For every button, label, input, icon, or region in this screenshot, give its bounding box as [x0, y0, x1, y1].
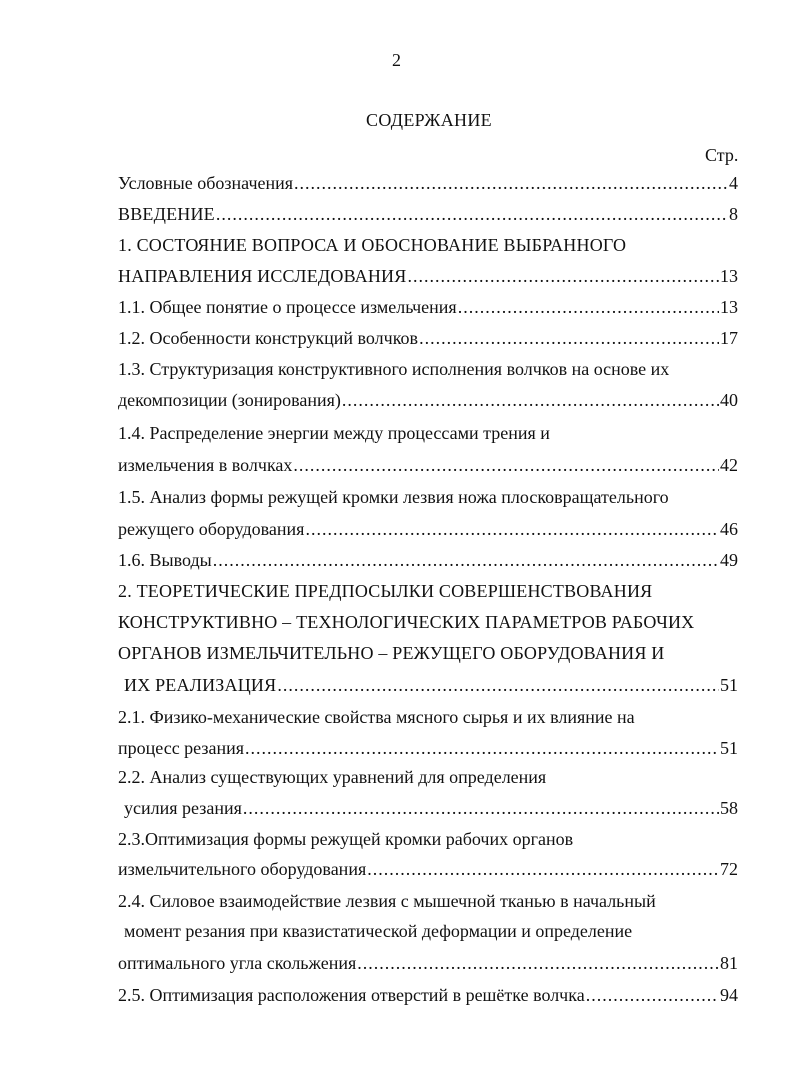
- toc-entry-page: 4: [729, 173, 738, 193]
- dot-leader: [458, 296, 719, 318]
- toc-entry: [118, 984, 738, 1006]
- toc-entry-text: 1.6. Выводы: [118, 550, 212, 570]
- toc-entry-text: оптимального угла скольжения: [118, 953, 357, 973]
- toc-entry: 1. СОСТОЯНИЕ ВОПРОСА И ОБОСНОВАНИЕ ВЫБРАННОГО: [118, 235, 627, 255]
- toc-entry: [118, 737, 738, 759]
- toc-entry-text: измельчения в волчках: [118, 455, 293, 475]
- dot-leader: [213, 549, 719, 571]
- toc-entry: [118, 265, 738, 287]
- toc-entry: ОРГАНОВ ИЗМЕЛЬЧИТЕЛЬНО – РЕЖУЩЕГО ОБОРУДОВАНИЯ И: [118, 643, 665, 663]
- dot-leader: [419, 327, 719, 349]
- toc-entry-text: декомпозиции (зонирования): [118, 390, 341, 410]
- toc-entry-page: 81: [720, 953, 738, 973]
- toc-entry-text: режущего оборудования: [118, 519, 305, 539]
- dot-leader: [357, 952, 719, 974]
- dot-leader: [305, 518, 719, 540]
- toc-entry-page: 40: [720, 390, 738, 410]
- dot-leader: [293, 454, 719, 476]
- toc-entry-page: 49: [720, 550, 738, 570]
- toc-entry-text: 1.1. Общее понятие о процессе измельчения: [118, 297, 457, 317]
- toc-entry-page: 17: [720, 328, 738, 348]
- toc-entry-text: ВВЕДЕНИЕ: [118, 204, 215, 224]
- dot-leader: [216, 203, 728, 225]
- dot-leader: [245, 737, 719, 759]
- toc-entry-text: ИХ РЕАЛИЗАЦИЯ: [124, 675, 277, 695]
- toc-entry-page: 13: [720, 297, 738, 317]
- toc-entry: [118, 296, 738, 318]
- toc-entry: 2.4. Силовое взаимодействие лезвия с мышечной тканью в начальный: [118, 891, 656, 911]
- toc-entry: 2. ТЕОРЕТИЧЕСКИЕ ПРЕДПОСЫЛКИ СОВЕРШЕНСТВОВАНИЯ: [118, 581, 653, 601]
- dot-leader: [277, 674, 719, 696]
- page-number: 2: [392, 50, 401, 70]
- toc-entry-page: 94: [720, 985, 738, 1005]
- dot-leader: [294, 172, 728, 194]
- toc-entry: 2.3.Оптимизация формы режущей кромки рабочих органов: [118, 829, 574, 849]
- toc-entry: [118, 389, 738, 411]
- toc-entry: [118, 327, 738, 349]
- toc-entry: [124, 797, 738, 819]
- toc-entry-text: Условные обозначения: [118, 173, 294, 193]
- dot-leader: [407, 265, 719, 287]
- toc-entry-text: 2.5. Оптимизация расположения отверстий в решётке волчка: [118, 985, 585, 1005]
- toc-entry: [118, 518, 738, 540]
- toc-entry-text: 1.2. Особенности конструкций волчков: [118, 328, 419, 348]
- toc-entry: [118, 858, 738, 880]
- toc-entry-page: 13: [720, 266, 738, 286]
- toc-entry-text: измельчительного оборудования: [118, 859, 367, 879]
- toc-entry: КОНСТРУКТИВНО – ТЕХНОЛОГИЧЕСКИХ ПАРАМЕТРОВ РАБОЧИХ: [118, 612, 695, 632]
- toc-entry: 1.4. Распределение энергии между процессами трения и: [118, 423, 550, 443]
- toc-entry: [118, 203, 738, 225]
- dot-leader: [367, 858, 719, 880]
- toc-entry-text: НАПРАВЛЕНИЯ ИССЛЕДОВАНИЯ: [118, 266, 407, 286]
- toc-entry: 1.5. Анализ формы режущей кромки лезвия ножа плосковращательного: [118, 487, 669, 507]
- toc-entry-text: усилия резания: [124, 798, 242, 818]
- toc-entry-text: процесс резания: [118, 738, 245, 758]
- toc-entry-page: 8: [729, 204, 738, 224]
- toc-entry: 2.2. Анализ существующих уравнений для определения: [118, 767, 547, 787]
- toc-entry: момент резания при квазистатической деформации и определение: [124, 921, 633, 941]
- toc-entry-page: 72: [720, 859, 738, 879]
- dot-leader: [586, 984, 719, 1006]
- dot-leader: [342, 389, 719, 411]
- toc-entry: 1.3. Структуризация конструктивного исполнения волчков на основе их: [118, 359, 670, 379]
- toc-entry-page: 46: [720, 519, 738, 539]
- toc-entry: [118, 172, 738, 194]
- toc-entry-page: 58: [720, 798, 738, 818]
- toc-entry: [118, 952, 738, 974]
- dot-leader: [243, 797, 719, 819]
- page-column-label: Стр.: [705, 145, 739, 165]
- toc-entry: [118, 454, 738, 476]
- toc-entry-page: 42: [720, 455, 738, 475]
- toc-entry-page: 51: [720, 675, 738, 695]
- toc-title: СОДЕРЖАНИЕ: [366, 110, 492, 130]
- toc-entry: [118, 549, 738, 571]
- toc-entry: 2.1. Физико-механические свойства мясного сырья и их влияние на: [118, 707, 635, 727]
- toc-entry-page: 51: [720, 738, 738, 758]
- toc-entry: [124, 674, 738, 696]
